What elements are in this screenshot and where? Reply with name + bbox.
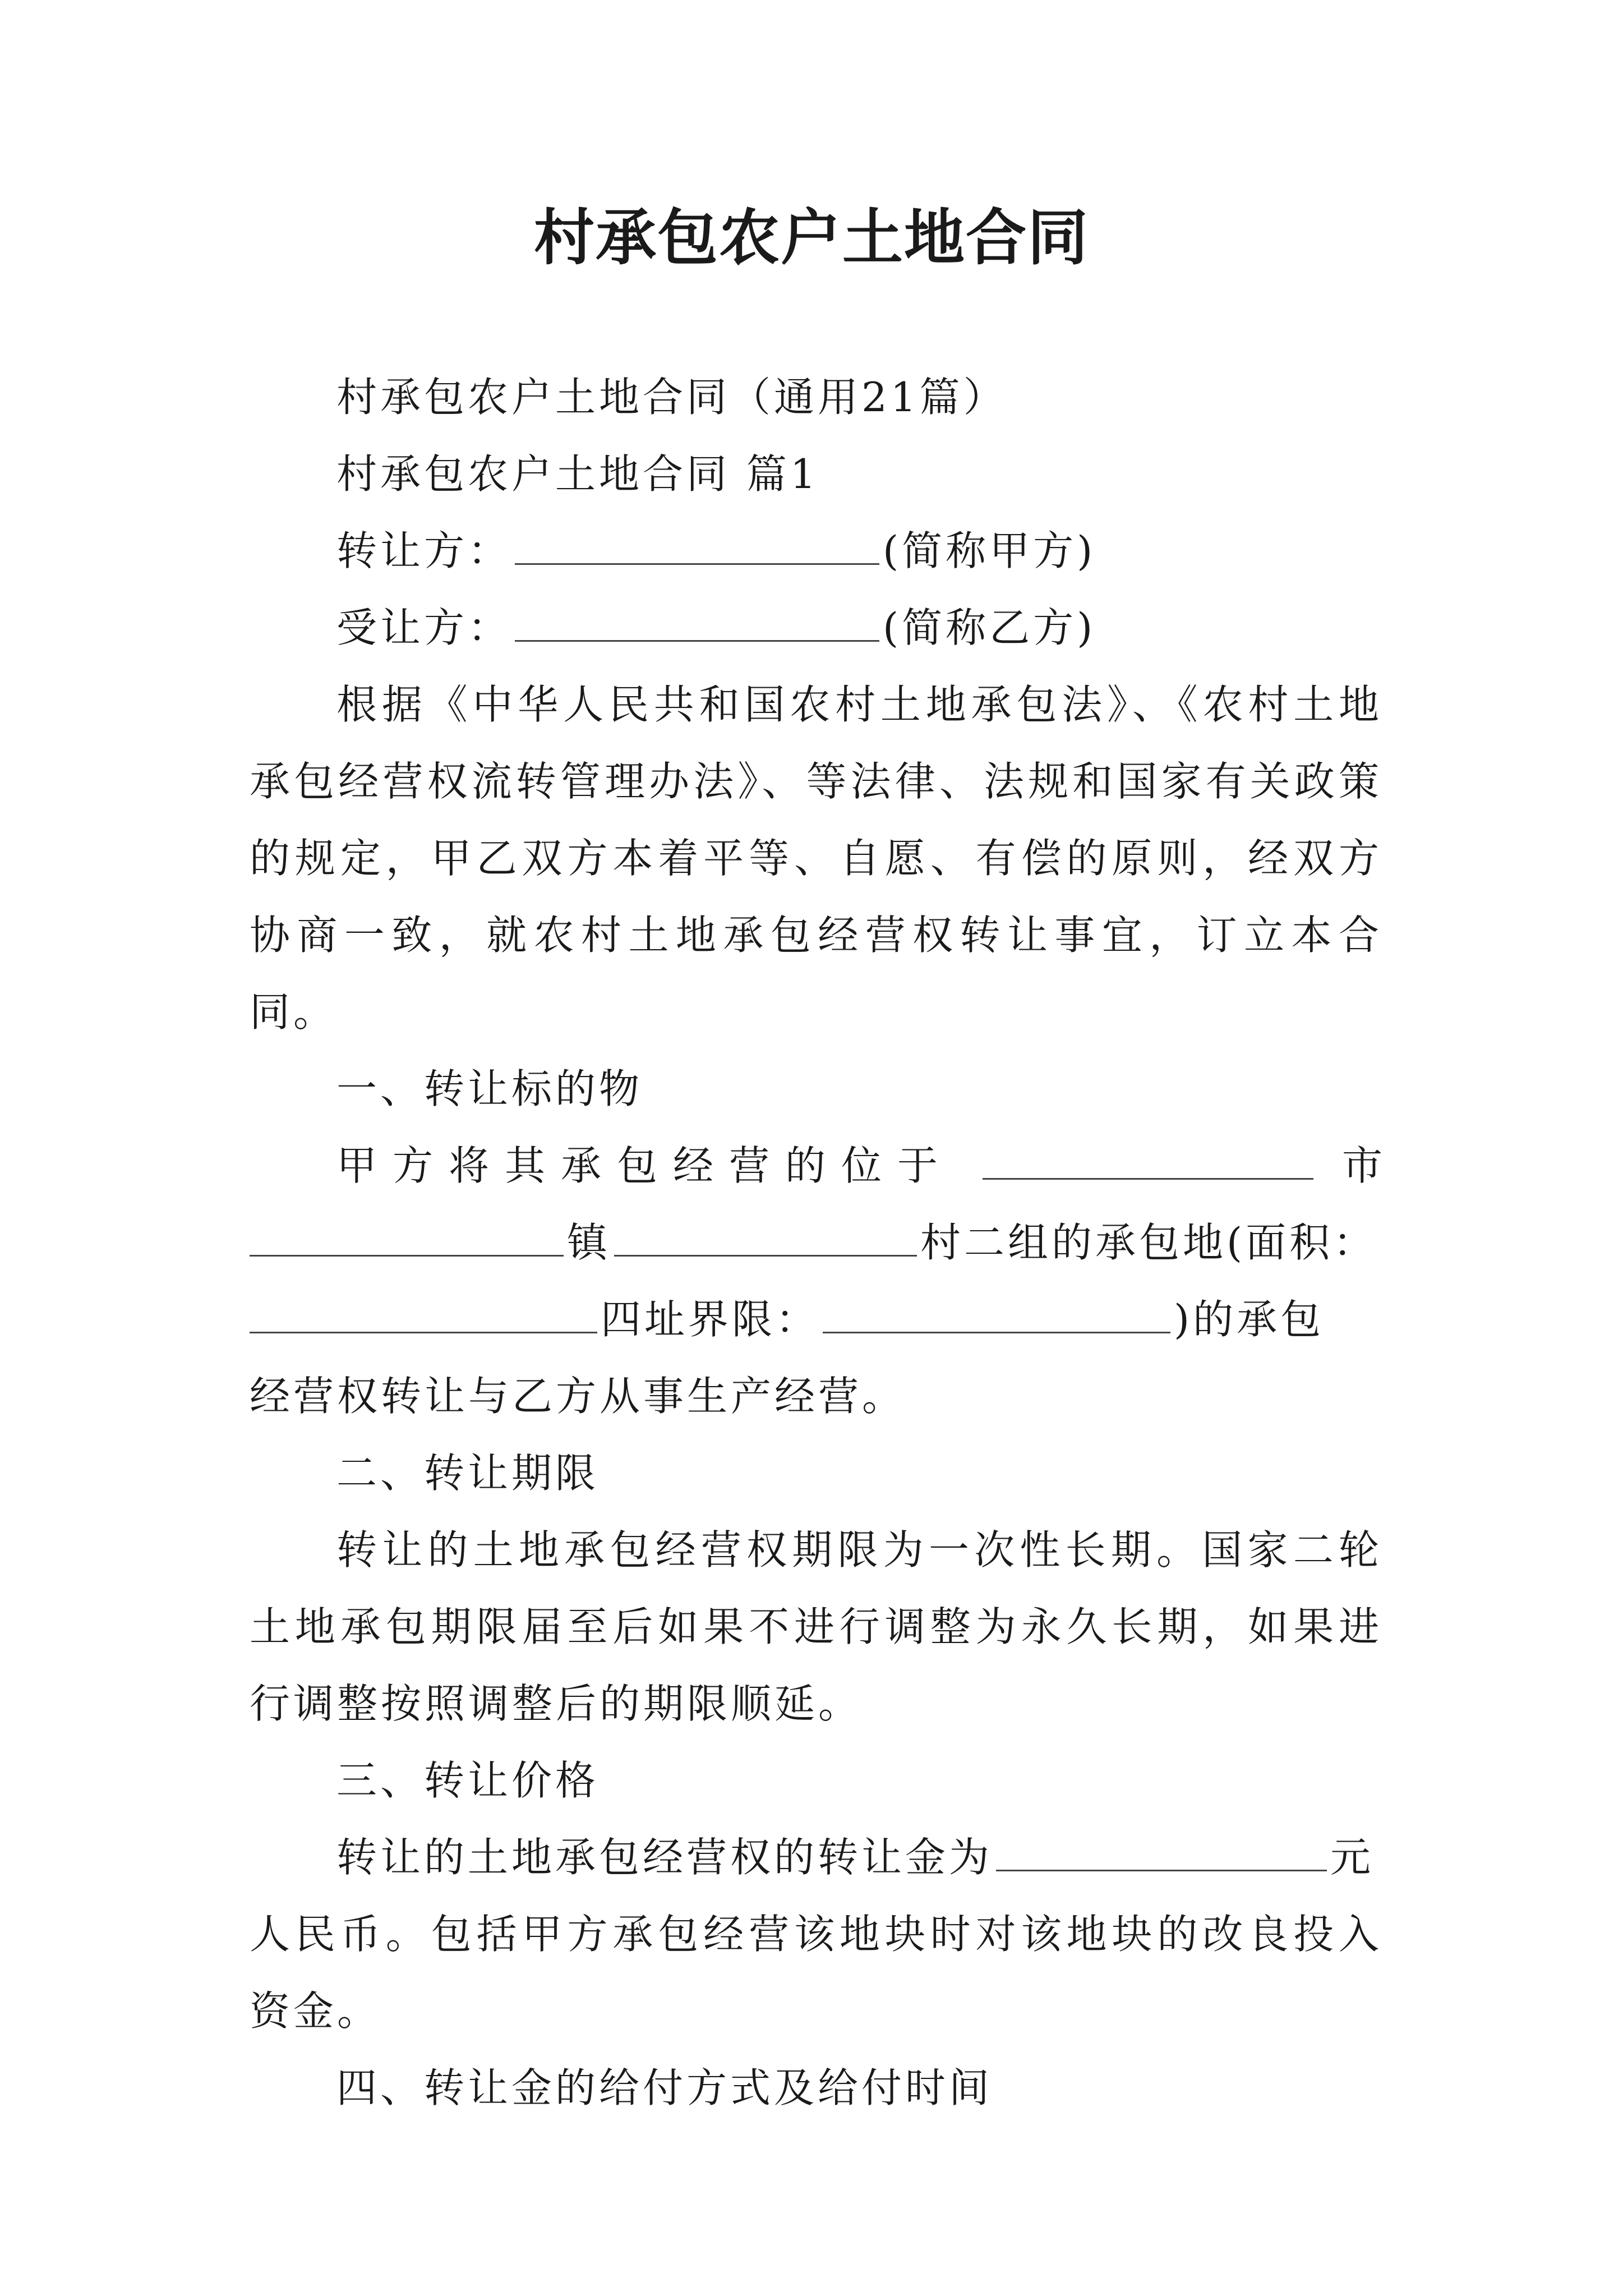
- transferee-blank: [515, 605, 879, 642]
- city-blank: [983, 1143, 1313, 1180]
- area-blank: [250, 1297, 597, 1333]
- section-4-heading: 四、转让金的给付方式及给付时间: [336, 2064, 993, 2111]
- city-label: 市: [1341, 1142, 1382, 1189]
- town-label: 镇: [567, 1219, 611, 1266]
- transferee-line: [250, 590, 1382, 666]
- section-2-heading: 二、转让期限: [336, 1450, 600, 1497]
- section-1-line-2: [250, 1204, 1382, 1281]
- village-area-label: 村二组的承包地(面积：: [920, 1219, 1377, 1266]
- chapter-heading: 村承包农户土地合同 篇1: [336, 450, 819, 498]
- boundary-blank: [823, 1297, 1170, 1333]
- transferee-suffix: (简称乙方): [883, 604, 1096, 651]
- village-blank: [614, 1220, 917, 1257]
- transferor-label: 转让方：: [336, 527, 512, 574]
- yuan-label: 元: [1330, 1834, 1375, 1881]
- section-3-line-1: [250, 1819, 1382, 1896]
- section-1-line-3-end: )的承包: [1174, 1296, 1325, 1343]
- document-title: 村承包农户土地合同: [533, 203, 1089, 273]
- transferee-label: 受让方：: [336, 604, 512, 651]
- section-1-heading: 一、转让标的物: [336, 1065, 643, 1112]
- section-1-line-3: [250, 1281, 1382, 1358]
- section-2-body: 转让的土地承包经营权期限为一次性长期。国家二轮土地承包期限届至后如果不进行调整为永久长期，如果进行调整按照调整后的期限顺延。: [250, 1526, 1382, 1727]
- section-3-heading: 三、转让价格: [336, 1757, 600, 1804]
- section-1-line-1: [250, 1128, 1382, 1204]
- transferor-line: [250, 513, 1382, 590]
- section-1-line-4: 经营权转让与乙方从事生产经营。: [250, 1373, 906, 1420]
- intro-paragraph: 根据《中华人民共和国农村土地承包法》、《农村土地承包经营权流转管理办法》、等法律、法规和国家有关政策的规定，甲乙双方本着平等、自愿、有偿的原则，经双方协商一致，就农村土地承包经营权转让事宜，订立本合同。: [250, 681, 1382, 1036]
- section-3-body: 人民币。包括甲方承包经营该地块时对该地块的改良投入资金。: [250, 1911, 1382, 2035]
- section-1-location-intro: 甲方将其承包经营的位于: [336, 1142, 954, 1189]
- document-body: [250, 359, 1382, 2127]
- price-blank: [996, 1835, 1327, 1871]
- section-3-price-intro: 转让的土地承包经营权的转让金为: [336, 1834, 993, 1881]
- boundary-label: 四址界限：: [601, 1296, 820, 1343]
- transferor-suffix: (简称甲方): [883, 527, 1096, 574]
- town-blank: [250, 1220, 564, 1257]
- transferor-blank: [515, 528, 879, 565]
- document-subtitle: 村承包农户土地合同（通用21篇）: [336, 374, 1007, 421]
